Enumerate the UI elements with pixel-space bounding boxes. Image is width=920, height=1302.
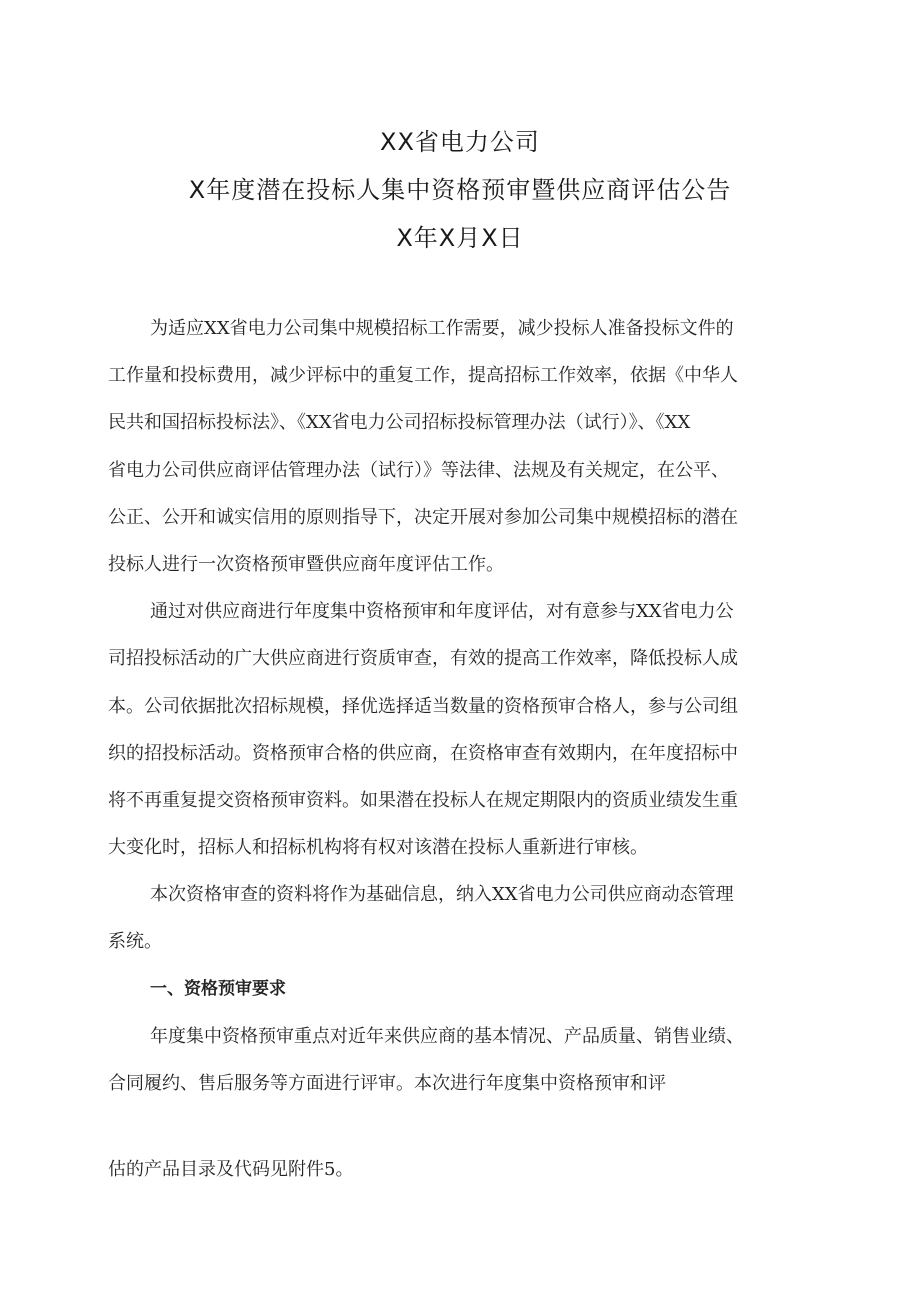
text-line: 合同履约、售后服务等方面进行评审。本次进行年度集中资格预审和评	[108, 1073, 666, 1094]
text-line: 公正、公开和诚实信用的原则指导下，决定开展对参加公司集中规模招标的潜在	[108, 506, 738, 528]
text-line: 省电力公司供应商评估管理办法（试行）》等法律、法规及有关规定，在公平、	[108, 459, 729, 481]
text-line: 织的招投标活动。资格预审合格的供应商，在资格审查有效期内，在年度招标中	[108, 742, 738, 764]
text-line: 司招投标活动的广大供应商进行资质审查，有效的提高工作效率，降低投标人成	[108, 648, 738, 670]
paragraph-records	[108, 871, 816, 965]
section-heading: 一、资格预审要求	[150, 978, 286, 999]
text-line: 大变化时，招标人和招标机构将有权对该潜在投标人重新进行审核。	[108, 837, 648, 859]
text-line: 估的产品目录及代码见附件5。	[108, 1159, 354, 1180]
continuation-text	[108, 1146, 816, 1193]
text-line: 年度集中资格预审重点对近年来供应商的基本情况、产品质量、销售业绩、	[150, 1025, 744, 1047]
paragraph-benefits	[108, 588, 816, 871]
announcement-date: X年X月X日	[396, 224, 524, 252]
announcement-title: X年度潜在投标人集中资格预审暨供应商评估公告	[188, 176, 732, 204]
title-block	[0, 118, 920, 262]
text-line: 民共和国招标投标法》、《XX省电力公司招标投标管理办法（试行）》、《XX	[108, 412, 691, 434]
text-line: 本。公司依据批次招标规模，择优选择适当数量的资格预审合格人，参与公司组	[108, 695, 738, 717]
paragraph-requirements	[108, 1013, 816, 1107]
text-line: 为适应XX省电力公司集中规模招标工作需要，减少投标人准备投标文件的	[150, 318, 734, 339]
document-body	[108, 305, 816, 1107]
text-line: 通过对供应商进行年度集中资格预审和年度评估，对有意参与XX省电力公	[150, 601, 734, 623]
text-line: 投标人进行一次资格预审暨供应商年度评估工作。	[108, 553, 504, 575]
text-line: 系统。	[108, 931, 162, 953]
text-line: 工作量和投标费用，减少评标中的重复工作，提高招标工作效率，依据《中华人	[108, 365, 738, 387]
paragraph-purpose	[108, 305, 816, 588]
text-line: 本次资格审查的资料将作为基础信息，纳入XX省电力公司供应商动态管理	[150, 884, 734, 906]
company-name: XX省电力公司	[380, 128, 540, 156]
text-line: 将不再重复提交资格预审资料。如果潜在投标人在规定期限内的资质业绩发生重	[108, 789, 738, 811]
